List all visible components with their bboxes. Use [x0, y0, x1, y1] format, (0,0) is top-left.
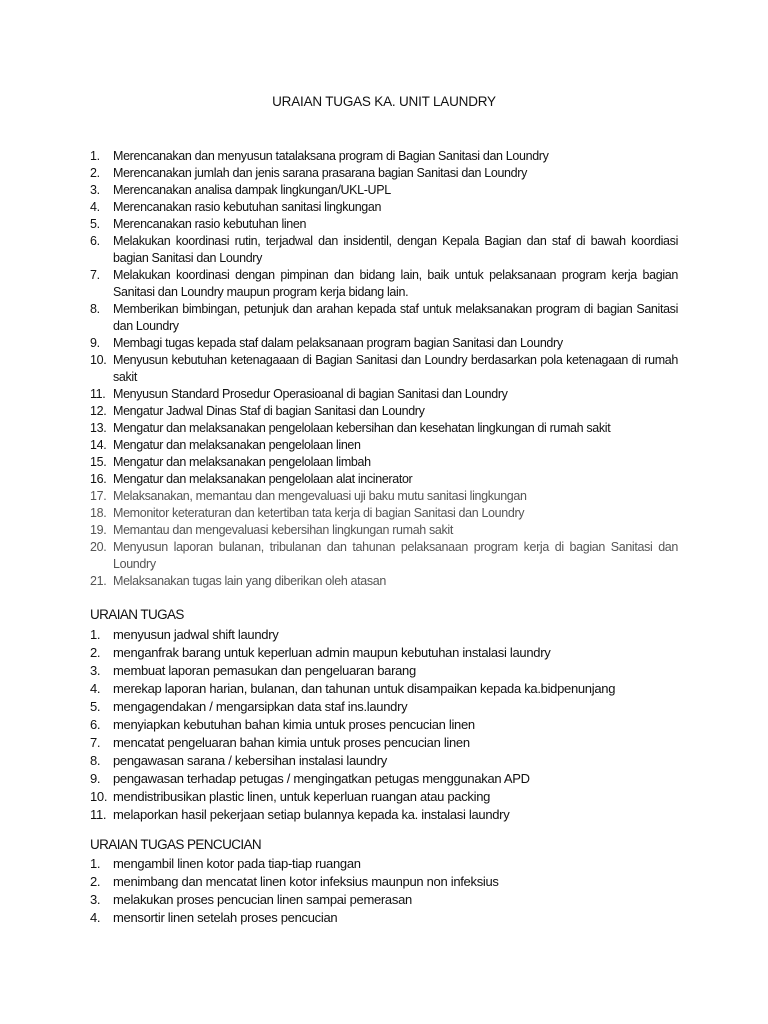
item-number: 6.: [90, 234, 100, 248]
item-number: 7.: [90, 735, 101, 750]
item-number: 3.: [90, 183, 100, 197]
list-item: [0, 522, 768, 539]
item-text: pengawasan sarana / kebersihan instalasi laundry: [113, 753, 387, 768]
item-text-continued: sakit: [113, 370, 137, 384]
list-item: [0, 716, 768, 734]
item-text-continued: bagian Sanitasi dan Loundry: [113, 251, 263, 265]
item-number: 5.: [90, 699, 101, 714]
list-item: [0, 488, 768, 505]
ka-unit-duties-list: [0, 148, 768, 590]
item-number: 9.: [90, 771, 101, 786]
item-text: Melaksanakan tugas lain yang diberikan oleh atasan: [113, 574, 386, 588]
washing-duties-list: [0, 855, 768, 927]
item-text: Melakukan koordinasi rutin, terjadwal dan insidentil, dengan Kepala Bagian dan staf di bawah koordiasi: [113, 234, 678, 248]
item-text: melakukan proses pencucian linen sampai pemerasan: [113, 892, 412, 907]
list-item: [0, 698, 768, 716]
list-item: [0, 806, 768, 824]
section-heading-uraian-tugas-pencucian: URAIAN TUGAS PENCUCIAN: [90, 837, 262, 852]
item-text: Membagi tugas kepada staf dalam pelaksanaan program bagian Sanitasi dan Loundry: [113, 336, 563, 350]
item-text: Mengatur Jadwal Dinas Staf di bagian Sanitasi dan Loundry: [113, 404, 425, 418]
item-number: 7.: [90, 268, 100, 282]
item-number: 2.: [90, 645, 101, 660]
item-text-continued: dan Loundry: [113, 319, 179, 333]
item-text: membuat laporan pemasukan dan pengeluaran barang: [113, 663, 416, 678]
item-text-continued: Sanitasi dan Loundry maupun program kerja bidang lain.: [113, 285, 409, 299]
item-number: 8.: [90, 302, 100, 316]
item-number: 9.: [90, 336, 100, 350]
list-item: [0, 752, 768, 770]
item-number: 1.: [90, 149, 100, 163]
list-item: [0, 352, 768, 386]
admin-duties-list: [0, 626, 768, 824]
item-number: 18.: [90, 506, 107, 520]
item-number: 2.: [90, 874, 101, 889]
item-number: 4.: [90, 681, 101, 696]
item-text: mencatat pengeluaran bahan kimia untuk proses pencucian linen: [113, 735, 470, 750]
item-number: 21.: [90, 574, 107, 588]
item-text-continued: Loundry: [113, 557, 156, 571]
item-number: 14.: [90, 438, 107, 452]
item-number: 10.: [90, 353, 107, 367]
item-text: mendistribusikan plastic linen, untuk keperluan ruangan atau packing: [113, 789, 491, 804]
list-item: [0, 891, 768, 909]
item-number: 13.: [90, 421, 107, 435]
item-number: 4.: [90, 200, 100, 214]
item-text: merekap laporan harian, bulanan, dan tahunan untuk disampaikan kepada ka.bidpenunjang: [113, 681, 616, 696]
list-item: [0, 216, 768, 233]
list-item: [0, 437, 768, 454]
list-item: [0, 855, 768, 873]
item-number: 1.: [90, 856, 101, 871]
item-number: 15.: [90, 455, 107, 469]
list-item: [0, 471, 768, 488]
item-text: menyiapkan kebutuhan bahan kimia untuk proses pencucian linen: [113, 717, 475, 732]
item-text: Menyusun Standard Prosedur Operasioanal di bagian Sanitasi dan Loundry: [113, 387, 508, 401]
item-text: Memberikan bimbingan, petunjuk dan arahan kepada staf untuk melaksanakan program di bagian Sanitasi: [113, 302, 678, 316]
item-number: 1.: [90, 627, 101, 642]
item-text: Merencanakan rasio kebutuhan linen: [113, 217, 307, 231]
item-text: mengambil linen kotor pada tiap-tiap ruangan: [113, 856, 361, 871]
list-item: [0, 734, 768, 752]
list-item: [0, 626, 768, 644]
list-item: [0, 680, 768, 698]
item-number: 8.: [90, 753, 101, 768]
section-heading-uraian-tugas: URAIAN TUGAS: [90, 607, 184, 622]
item-text: pengawasan terhadap petugas / mengingatkan petugas menggunakan APD: [113, 771, 530, 786]
item-number: 4.: [90, 910, 101, 925]
item-text: Melakukan koordinasi dengan pimpinan dan bidang lain, baik untuk pelaksanaan program kerja bagian: [113, 268, 678, 282]
list-item: [0, 873, 768, 891]
item-text: Memonitor keteraturan dan ketertiban tata kerja di bagian Sanitasi dan Loundry: [113, 506, 525, 520]
item-text: melaporkan hasil pekerjaan setiap bulannya kepada ka. instalasi laundry: [113, 807, 510, 822]
item-text: Mengatur dan melaksanakan pengelolaan limbah: [113, 455, 371, 469]
item-number: 11.: [90, 387, 106, 401]
item-number: 19.: [90, 523, 107, 537]
list-item: [0, 165, 768, 182]
item-number: 3.: [90, 663, 101, 678]
list-item: [0, 301, 768, 335]
item-text: Merencanakan dan menyusun tatalaksana program di Bagian Sanitasi dan Loundry: [113, 149, 549, 163]
list-item: [0, 662, 768, 680]
item-text: Merencanakan jumlah dan jenis sarana prasarana bagian Sanitasi dan Loundry: [113, 166, 527, 180]
item-text: Mengatur dan melaksanakan pengelolaan kebersihan dan kesehatan lingkungan di rumah sakit: [113, 421, 611, 435]
item-text: Menyusun kebutuhan ketenagaaan di Bagian Sanitasi dan Loundry berdasarkan pola ketenagaan di rumah: [113, 353, 678, 367]
item-number: 2.: [90, 166, 100, 180]
item-number: 20.: [90, 540, 107, 554]
item-text: Mengatur dan melaksanakan pengelolaan alat incinerator: [113, 472, 413, 486]
item-text: mengagendakan / mengarsipkan data staf ins.laundry: [113, 699, 408, 714]
item-number: 10.: [90, 789, 108, 804]
list-item: [0, 454, 768, 471]
item-text: mensortir linen setelah proses pencucian: [113, 910, 338, 925]
list-item: [0, 420, 768, 437]
list-item: [0, 386, 768, 403]
list-item: [0, 539, 768, 573]
item-number: 17.: [90, 489, 107, 503]
list-item: [0, 788, 768, 806]
list-item: [0, 770, 768, 788]
item-text: Memantau dan mengevaluasi kebersihan lingkungan rumah sakit: [113, 523, 453, 537]
list-item: [0, 335, 768, 352]
list-item: [0, 199, 768, 216]
item-text: Menyusun laporan bulanan, tribulanan dan tahunan pelaksanaan program kerja di bagian Sanitasi dan: [113, 540, 678, 554]
document-title: URAIAN TUGAS KA. UNIT LAUNDRY: [272, 94, 496, 109]
item-number: 5.: [90, 217, 100, 231]
list-item: [0, 909, 768, 927]
item-text: menganfrak barang untuk keperluan admin maupun kebutuhan instalasi laundry: [113, 645, 551, 660]
item-text: menimbang dan mencatat linen kotor infeksius maunpun non infeksius: [113, 874, 499, 889]
item-number: 3.: [90, 892, 101, 907]
list-item: [0, 573, 768, 590]
list-item: [0, 233, 768, 267]
item-text: Melaksanakan, memantau dan mengevaluasi uji baku mutu sanitasi lingkungan: [113, 489, 527, 503]
item-text: Merencanakan analisa dampak lingkungan/UKL-UPL: [113, 183, 391, 197]
item-text: Merencanakan rasio kebutuhan sanitasi lingkungan: [113, 200, 382, 214]
item-text: Mengatur dan melaksanakan pengelolaan linen: [113, 438, 361, 452]
list-item: [0, 148, 768, 165]
item-number: 6.: [90, 717, 101, 732]
item-number: 12.: [90, 404, 107, 418]
item-number: 11.: [90, 807, 107, 822]
list-item: [0, 403, 768, 420]
item-text: menyusun jadwal shift laundry: [113, 627, 279, 642]
list-item: [0, 644, 768, 662]
item-number: 16.: [90, 472, 107, 486]
list-item: [0, 182, 768, 199]
list-item: [0, 505, 768, 522]
list-item: [0, 267, 768, 301]
